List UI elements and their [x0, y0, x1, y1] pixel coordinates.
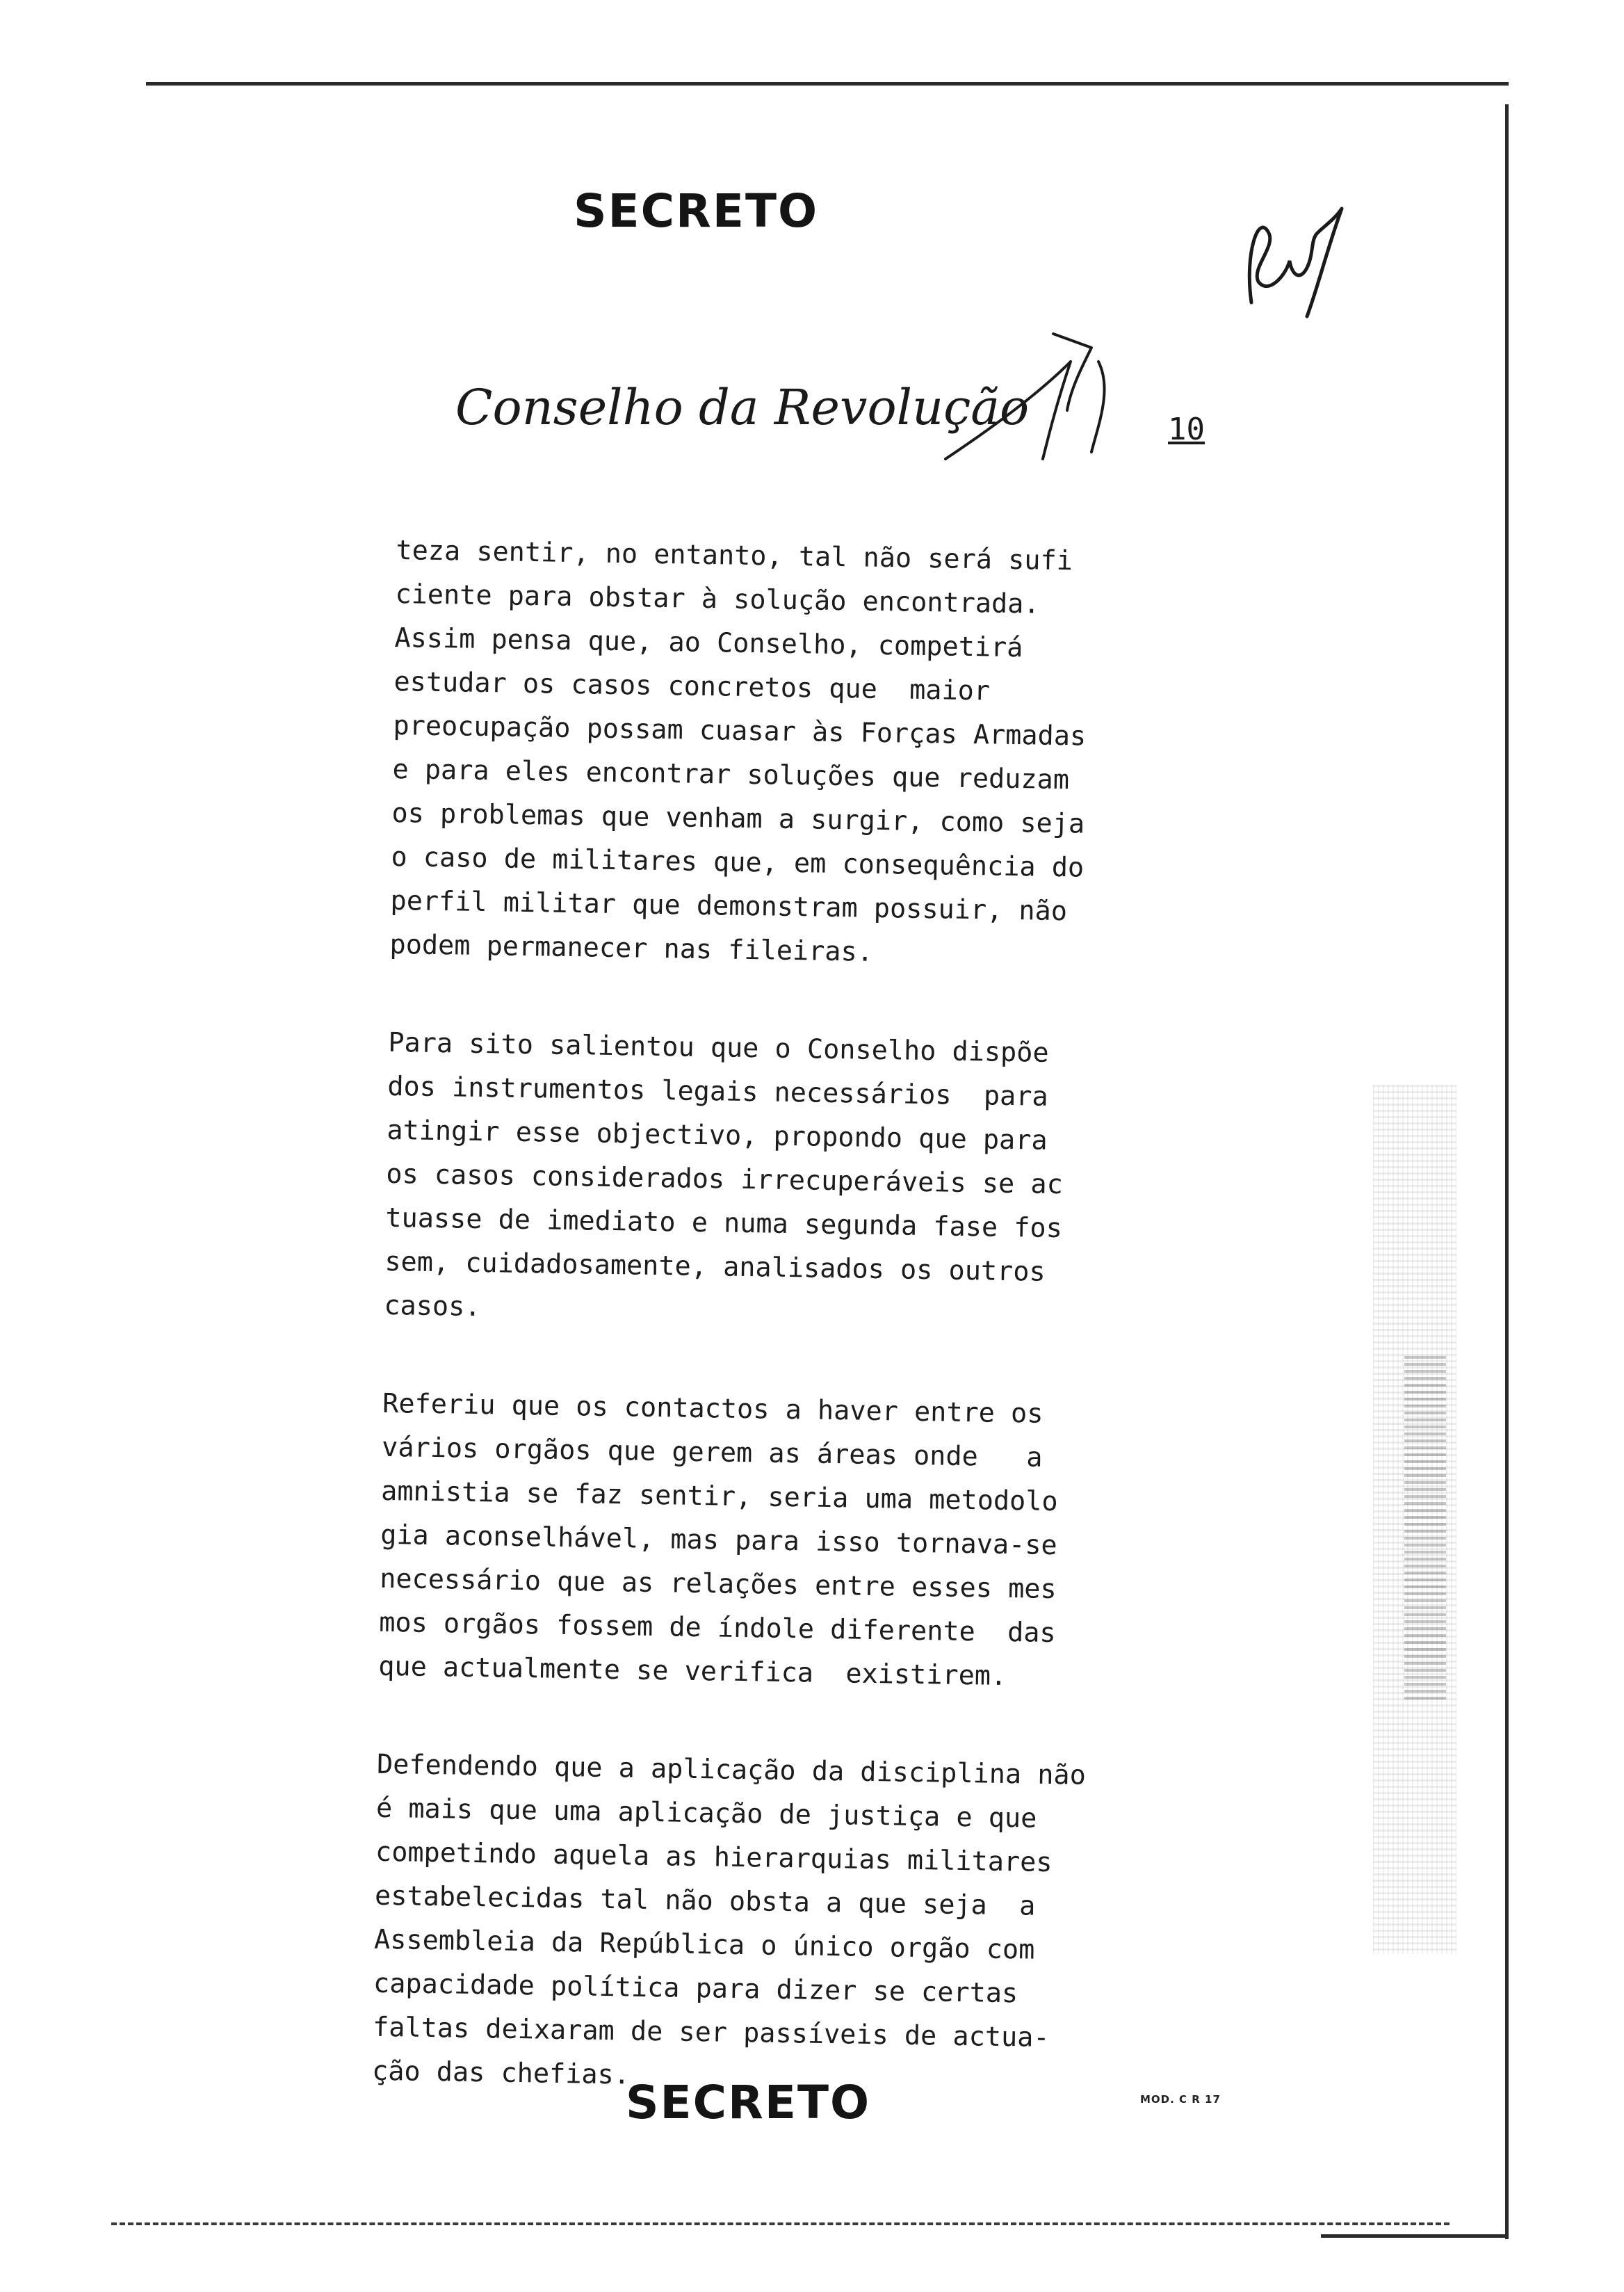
page-edge-top: [146, 82, 1509, 86]
page-edge-right: [1505, 104, 1509, 2239]
text-line: tuasse de imediato e numa segunda fase fos: [385, 1202, 1063, 1245]
text-line: perfil militar que demonstram possuir, não: [390, 885, 1068, 928]
text-line: os problemas que venham a surgir, como seja: [391, 797, 1085, 840]
page-number: 10: [1168, 412, 1205, 447]
form-code: MOD. C R 17: [1140, 2093, 1221, 2106]
text-line: atingir esse objectivo, propondo que para: [387, 1114, 1048, 1156]
letterhead-title: Conselho da Revolução: [455, 379, 1030, 436]
text-line: ciente para obstar à solução encontrada.: [395, 578, 1040, 620]
text-line: estabelecidas tal não obsta a que seja a: [374, 1880, 1036, 1922]
text-line: teza sentir, no entanto, tal não será sufi: [396, 534, 1073, 577]
text-line: dos instrumentos legais necessários para: [387, 1070, 1048, 1113]
handwritten-signature: [932, 320, 1140, 480]
paragraph: [378, 1382, 1162, 1701]
text-line: Defendendo que a aplicação da disciplina não: [376, 1748, 1087, 1791]
text-line: Para sito salientou que o Conselho dispõe: [388, 1026, 1049, 1069]
paragraph: [384, 1021, 1167, 1340]
text-line: e para eles encontrar soluções que reduzam: [392, 753, 1070, 796]
text-line: Referiu que os contactos a haver entre os: [382, 1387, 1044, 1430]
classification-stamp-bottom: SECRETO: [626, 2076, 871, 2129]
text-line: Assim pensa que, ao Conselho, competirá: [394, 622, 1023, 664]
text-line: é mais que uma aplicação de justiça e que: [375, 1792, 1037, 1834]
page-edge-bottom-right: [1321, 2234, 1505, 2238]
text-line: vários orgãos que gerem as áreas onde a: [381, 1431, 1043, 1474]
document-body: [371, 528, 1174, 2159]
handwritten-initials: [1237, 191, 1356, 323]
paragraph: [389, 528, 1175, 979]
text-line: faltas deixaram de ser passíveis de actua-: [372, 2011, 1050, 2054]
text-line: gia aconselhável, mas para isso tornava-se: [380, 1519, 1058, 1562]
text-line: mos orgãos fossem de índole diferente das: [378, 1606, 1057, 1649]
text-line: casos.: [384, 1289, 481, 1323]
page-edge-bottom: [111, 2222, 1450, 2225]
scan-noise-dark: [1404, 1356, 1446, 1704]
text-line: Assembleia da República o único orgão com: [373, 1923, 1035, 1966]
paragraph: [372, 1743, 1156, 2106]
text-line: capacidade política para dizer se certas: [373, 1967, 1018, 2010]
text-line: podem permanecer nas fileiras.: [389, 928, 874, 968]
text-line: sem, cuidadosamente, analisados os outros: [384, 1245, 1046, 1288]
text-line: o caso de militares que, em consequência do: [391, 841, 1085, 884]
text-line: ção das chefias.: [371, 2055, 631, 2091]
text-line: preocupação possam cuasar às Forças Armadas: [393, 709, 1087, 752]
text-line: competindo aquela as hierarquias militares: [375, 1836, 1053, 1879]
text-line: os casos considerados irrecuperáveis se ac: [386, 1158, 1064, 1201]
classification-stamp-top: SECRETO: [574, 184, 819, 238]
text-line: estudar os casos concretos que maior: [393, 665, 991, 707]
text-line: necessário que as relações entre esses mes: [379, 1563, 1057, 1606]
text-line: que actualmente se verifica existirem.: [377, 1650, 1007, 1692]
text-line: amnistia se faz sentir, seria uma metodolo: [380, 1475, 1059, 1518]
